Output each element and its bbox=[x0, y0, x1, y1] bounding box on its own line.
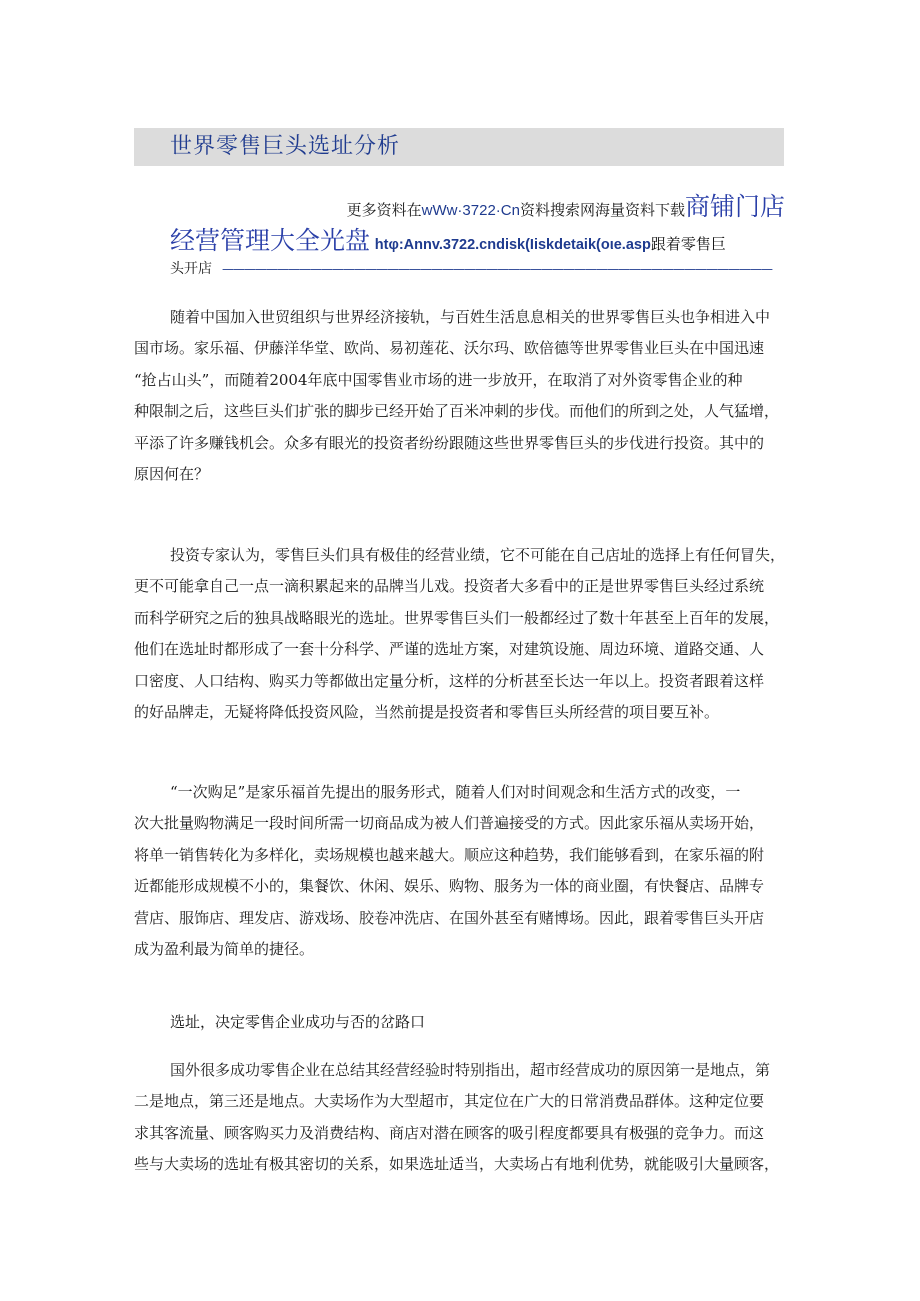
paragraph-3 bbox=[134, 777, 784, 965]
promo-follow-a: 跟着零售巨 bbox=[650, 235, 726, 253]
paragraph-line: 近都能形成规模不小的，集餐饮、休闲、娱乐、购物、服务为一体的商业圈，有快餐店、品牌专 bbox=[134, 877, 765, 896]
paragraph-line: 将单一销售转化为多样化，卖场规模也越来越大。顺应这种趋势，我们能够看到，在家乐福的附 bbox=[134, 845, 765, 864]
paragraph-line: 的好品牌走，无疑将降低投资风险，当然前提是投资者和零售巨头所经营的项目要互补。 bbox=[134, 703, 720, 722]
paragraph-line: 口密度、人口结构、购买力等都做出定量分析，这样的分析甚至长达一年以上。投资者跟着这样 bbox=[134, 671, 765, 690]
paragraph-line: 种限制之后，这些巨头们扩张的脚步已经开始了百米冲刺的步伐。而他们的所到之处，人气猛增， bbox=[134, 402, 780, 421]
paragraph-line: 国市场。家乐福、伊藤洋华堂、欧尚、易初莲花、沃尔玛、欧倍德等世界零售业巨头在中国迅速 bbox=[134, 339, 765, 358]
paragraph-line: “一次购足”是家乐福首先提出的服务形式，随着人们对时间观念和生活方式的改变，一 bbox=[170, 783, 741, 801]
promo-follow-b: 头开店 bbox=[170, 261, 212, 277]
paragraph-line: 次大批量购物满足一段时间所需一切商品成为被人们普遍接受的方式。因此家乐福从卖场开始， bbox=[134, 814, 765, 833]
paragraph-line: 营店、服饰店、理发店、游戏场、胶卷冲洗店、在国外甚至有赌博场。因此，跟着零售巨头开店 bbox=[134, 908, 765, 927]
paragraph-line: 而科学研究之后的独具战略眼光的选址。世界零售巨头们一般都经过了数十年甚至上百年的发展， bbox=[134, 608, 780, 627]
promo-middle: 资料搜索网海量资料下载 bbox=[519, 201, 685, 219]
paragraph-1 bbox=[134, 302, 784, 490]
paragraph-line: 他们在选址时都形成了一套十分科学、严谨的选址方案，对建筑设施、周边环境、道路交通、人 bbox=[134, 640, 765, 659]
promo-big-text-a: 商铺门店 bbox=[684, 192, 785, 221]
promo-line-3 bbox=[170, 258, 785, 280]
page-title: 世界零售巨头选址分析 bbox=[170, 134, 401, 159]
title-bar bbox=[134, 128, 784, 166]
paragraph-line: 二是地点，第三还是地点。大卖场作为大型超市，其定位在广大的日常消费品群体。这种定位要 bbox=[134, 1092, 765, 1111]
paragraph-line: 随着中国加入世贸组织与世界经济接轨，与百姓生活息息相关的世界零售巨头也争相进入中 bbox=[170, 308, 771, 326]
promo-big-text-b: 经营管理大全光盘 bbox=[170, 226, 371, 255]
paragraph-line: 成为盈利最为简单的捷径。 bbox=[134, 940, 315, 959]
site-link[interactable]: wWw·3722·Cn bbox=[421, 202, 520, 219]
section-heading: 选址，决定零售企业成功与否的岔路口 bbox=[170, 1013, 426, 1031]
dash-divider: —————————————————————————————————————————————————— bbox=[222, 262, 772, 276]
paragraph-2 bbox=[134, 540, 784, 728]
paragraph-line: 国外很多成功零售企业在总结其经营经验时特别指出，超市经营成功的原因第一是地点，第 bbox=[170, 1061, 771, 1079]
paragraph-line: 些与大卖场的选址有极其密切的关系，如果选址适当，大卖场占有地利优势，就能吸引大量顾客， bbox=[134, 1155, 780, 1174]
promo-url-link[interactable]: htφ:Annv.3722.cndisk(Iiskdetaik(oιe.asp bbox=[374, 237, 651, 253]
promo-line-2 bbox=[170, 224, 785, 258]
paragraph-line: 平添了许多赚钱机会。众多有眼光的投资者纷纷跟随这些世界零售巨头的步伐进行投资。其中的 bbox=[134, 433, 765, 452]
paragraph-4 bbox=[134, 1055, 784, 1181]
paragraph-line: 更不可能拿自己一点一滴积累起来的品牌当儿戏。投资者大多看中的正是世界零售巨头经过系统 bbox=[134, 577, 765, 596]
promo-line-1 bbox=[170, 190, 785, 224]
paragraph-line: 求其客流量、顾客购买力及消费结构、商店对潜在顾客的吸引程度都要具有极强的竞争力。而这 bbox=[134, 1123, 765, 1142]
paragraph-line: 原因何在？ bbox=[134, 465, 210, 484]
paragraph-line: 投资专家认为，零售巨头们具有极佳的经营业绩，它不可能在自己店址的选择上有任何冒失， bbox=[170, 546, 786, 564]
paragraph-line: “抢占山头”，而随着2004年底中国零售业市场的进一步放开，在取消了对外资零售企业的种 bbox=[134, 370, 743, 389]
promo-prefix: 更多资料在 bbox=[346, 201, 422, 219]
